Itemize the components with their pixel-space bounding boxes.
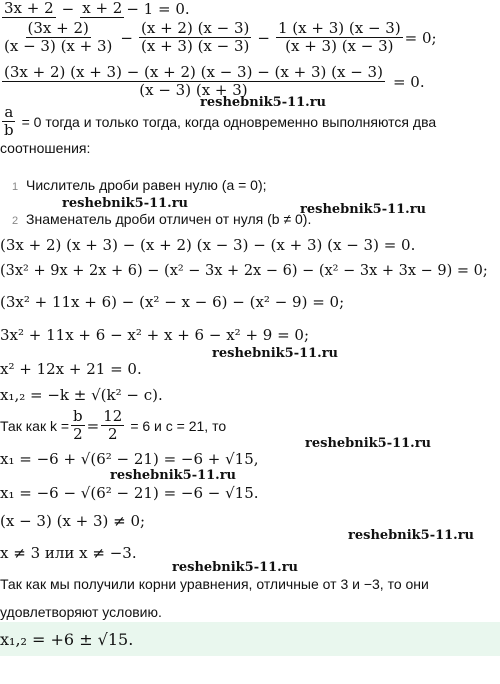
watermark: reshebnik5-11.ru [305, 436, 432, 451]
equation-combined [0, 64, 425, 99]
list-text: Знаменатель дроби отличен от нуля (b ≠ 0). [26, 211, 312, 227]
text: = [86, 416, 100, 435]
equation-common-denominator: $\frac{(3x + 2)}{(x - 3) (x + 3)}$ − $\frac{(x + 2) (x - 3)}{(x + 3) (x - 3)}$ − $\frac{1 (x + 3) (x - 3)}{(x + 3) (x - 3)}$ = 0; [4, 19, 437, 55]
derivation-line: 3x² + 11x + 6 − x² + x + 6 − x² + 9 = 0; [0, 326, 310, 344]
frac-den: b [4, 121, 14, 139]
frac-num: 3x + 2 [4, 0, 54, 17]
frac-num: 1 (x + 3) (x − 3) [277, 19, 401, 37]
domain-condition: (x − 3) (x + 3) ≠ 0; [0, 512, 146, 530]
derivation-line: (3x² + 9x + 2x + 6) − (x² − 3x + 2x − 6) − (x² − 3x + 3x − 9) = 0; [0, 263, 488, 279]
watermark: reshebnik5-11.ru [348, 528, 475, 543]
frac-den: 2 [73, 425, 83, 443]
derivation-line: x² + 12x + 21 = 0. [0, 360, 142, 378]
list-item [12, 177, 267, 193]
watermark: reshebnik5-11.ru [212, 346, 339, 361]
condition-line [0, 104, 436, 139]
list-text: Числитель дроби равен нулю (a = 0); [26, 177, 267, 193]
watermark: reshebnik5-11.ru [172, 560, 299, 575]
watermark: reshebnik5-11.ru [110, 468, 237, 483]
condition-text: = 0 тогда и только тогда, когда одновременно выполняются два [21, 113, 437, 130]
text: = 6 и c = 21, то [130, 417, 227, 434]
root-2: x₁ = −6 − √(6² − 21) = −6 − √15. [0, 484, 259, 502]
list-number: 1 [12, 181, 19, 193]
frac-den: (x − 3) (x + 3) [139, 81, 248, 99]
frac-num: a [4, 103, 14, 121]
frac-den: (x − 3) (x + 3) [4, 37, 113, 55]
list-number: 2 [12, 215, 19, 227]
frac-num: b [73, 407, 83, 425]
watermark: reshebnik5-11.ru [62, 196, 189, 211]
text: x ≠ 3 или x ≠ −3. [0, 544, 137, 562]
roots-formula: x₁,₂ = −k ± √(k² − c). [0, 386, 163, 404]
frac-den: (x + 3) (x − 3) [285, 37, 394, 55]
frac-num: (x + 2) (x − 3) [140, 19, 250, 37]
equation-tail: − 1 = 0. [126, 0, 190, 18]
frac-num: (3x + 2) [27, 19, 89, 37]
coefficients-line [0, 408, 226, 443]
final-answer: x₁,₂ = +6 ± √15. [0, 630, 134, 649]
watermark: reshebnik5-11.ru [200, 95, 327, 110]
frac-den: (x + 3) (x − 3) [140, 37, 250, 55]
derivation-line: (3x + 2) (x + 3) − (x + 2) (x − 3) − (x + 3) (x − 3) = 0. [0, 236, 416, 254]
derivation-line: (3x² + 11x + 6) − (x² − x − 6) − (x² − 9) = 0; [0, 293, 345, 311]
frac-num: (3x + 2) (x + 3) − (x + 2) (x − 3) − (x + 3) (x − 3) [4, 63, 383, 81]
root-1: x₁ = −6 + √(6² − 21) = −6 + √15, [0, 450, 259, 468]
text: Так как k = [0, 417, 70, 434]
equation-tail: = 0; [404, 28, 437, 47]
domain-result [0, 544, 137, 562]
watermark: reshebnik5-11.ru [300, 202, 427, 217]
conclusion-text-continued: удовлетворяют условию. [0, 604, 162, 620]
equation-original: 3x + 2 − x + 2 − 1 = 0. [4, 0, 190, 18]
frac-num: x + 2 [82, 0, 123, 17]
frac-den: 2 [107, 425, 118, 443]
equation-tail: = 0. [392, 72, 425, 91]
frac-num: 12 [103, 407, 123, 425]
condition-text-continued: соотношения: [0, 140, 91, 156]
conclusion-text: Так как мы получили корни уравнения, отличные от 3 и −3, то они [0, 576, 429, 592]
list-item [12, 211, 311, 227]
